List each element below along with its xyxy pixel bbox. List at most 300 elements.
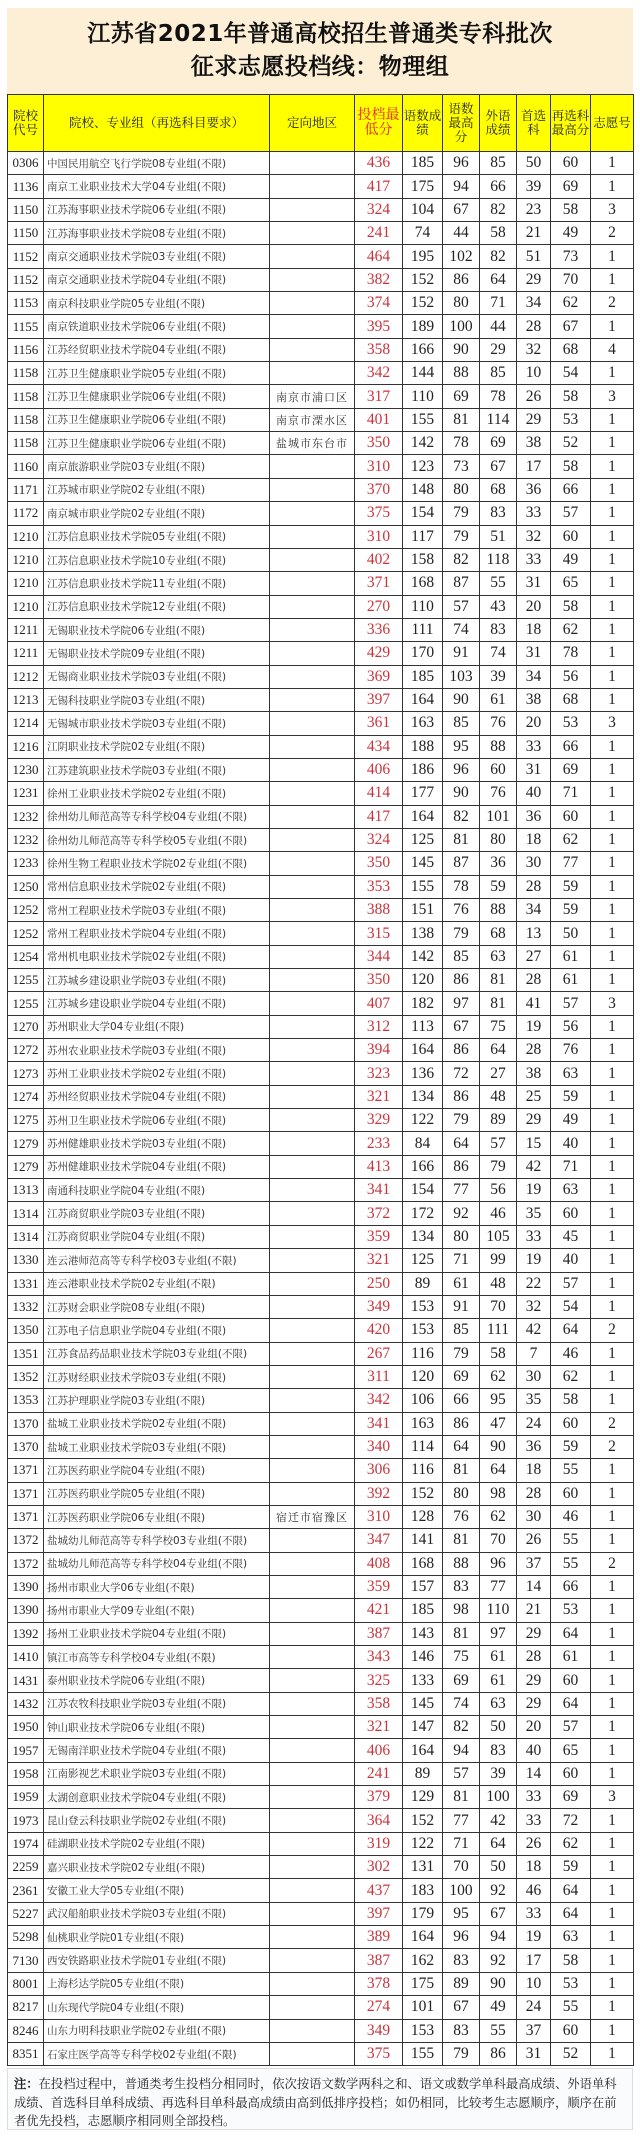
table-row xyxy=(8,1599,634,1622)
cm-max: 76 xyxy=(443,1505,480,1528)
table-row xyxy=(8,1575,634,1598)
school-group-name: 江苏医药职业学院06专业组(不限) xyxy=(44,1505,270,1528)
school-group-name: 江苏海事职业技术学院08专业组(不限) xyxy=(44,222,270,245)
cm-max: 79 xyxy=(443,502,480,525)
cm-max: 90 xyxy=(443,338,480,361)
second-max: 60 xyxy=(551,2019,591,2042)
wish-no: 1 xyxy=(591,1669,634,1692)
school-code: 1158 xyxy=(8,432,44,455)
school-code: 1331 xyxy=(8,1272,44,1295)
school-code: 1255 xyxy=(8,969,44,992)
second-max: 64 xyxy=(551,1622,591,1645)
cm-max: 85 xyxy=(443,1319,480,1342)
min-score: 315 xyxy=(355,922,403,945)
fl-score: 55 xyxy=(480,2019,517,2042)
second-max: 71 xyxy=(551,782,591,805)
first-subject: 20 xyxy=(517,1716,551,1739)
fl-score: 97 xyxy=(480,1622,517,1645)
school-code: 1158 xyxy=(8,408,44,431)
table-body xyxy=(8,152,634,2066)
school-group-name: 江阴职业技术学院02专业组(不限) xyxy=(44,735,270,758)
wish-no: 1 xyxy=(591,1716,634,1739)
min-score: 321 xyxy=(355,1716,403,1739)
cm-max: 80 xyxy=(443,1482,480,1505)
school-group-name: 江苏城乡建设职业学院03专业组(不限) xyxy=(44,969,270,992)
cm-max: 57 xyxy=(443,595,480,618)
cm-score: 134 xyxy=(403,1225,443,1248)
second-max: 52 xyxy=(551,2042,591,2065)
fl-score: 59 xyxy=(480,875,517,898)
min-score: 311 xyxy=(355,1365,403,1388)
table-row xyxy=(8,455,634,478)
region xyxy=(270,1716,355,1739)
cm-max: 66 xyxy=(443,1389,480,1412)
header-wish-no: 志愿号 xyxy=(591,95,634,152)
min-score: 359 xyxy=(355,1225,403,1248)
cm-score: 186 xyxy=(403,758,443,781)
school-group-name: 江苏经贸职业技术学院04专业组(不限) xyxy=(44,338,270,361)
second-max: 59 xyxy=(551,1435,591,1458)
fl-score: 89 xyxy=(480,1109,517,1132)
cm-score: 164 xyxy=(403,805,443,828)
second-max: 65 xyxy=(551,1739,591,1762)
wish-no: 1 xyxy=(591,922,634,945)
cm-score: 134 xyxy=(403,1085,443,1108)
min-score: 241 xyxy=(355,222,403,245)
table-row xyxy=(8,1856,634,1879)
min-score: 392 xyxy=(355,1482,403,1505)
cm-score: 144 xyxy=(403,362,443,385)
cm-score: 145 xyxy=(403,852,443,875)
footnote-label: 注： xyxy=(14,2077,39,2092)
min-score: 369 xyxy=(355,665,403,688)
cm-score: 146 xyxy=(403,1646,443,1669)
first-subject: 32 xyxy=(517,525,551,548)
region xyxy=(270,1225,355,1248)
region xyxy=(270,455,355,478)
wish-no: 1 xyxy=(591,595,634,618)
cm-score: 122 xyxy=(403,1109,443,1132)
fl-score: 105 xyxy=(480,1225,517,1248)
second-max: 65 xyxy=(551,572,591,595)
cm-max: 67 xyxy=(443,198,480,221)
first-subject: 33 xyxy=(517,502,551,525)
school-code: 1431 xyxy=(8,1669,44,1692)
school-code: 1152 xyxy=(8,245,44,268)
min-score: 329 xyxy=(355,1109,403,1132)
school-code: 1254 xyxy=(8,945,44,968)
cm-score: 84 xyxy=(403,1132,443,1155)
school-group-name: 嘉兴职业技术学院02专业组(不限) xyxy=(44,1856,270,1879)
min-score: 325 xyxy=(355,1669,403,1692)
second-max: 53 xyxy=(551,1599,591,1622)
min-score: 321 xyxy=(355,1085,403,1108)
wish-no: 1 xyxy=(591,152,634,175)
region xyxy=(270,478,355,501)
wish-no: 1 xyxy=(591,175,634,198)
cm-score: 104 xyxy=(403,198,443,221)
cm-score: 125 xyxy=(403,1249,443,1272)
second-max: 62 xyxy=(551,1832,591,1855)
school-group-name: 苏州健雄职业技术学院03专业组(不限) xyxy=(44,1132,270,1155)
school-group-name: 江苏农牧科技职业学院03专业组(不限) xyxy=(44,1692,270,1715)
wish-no: 1 xyxy=(591,1809,634,1832)
first-subject: 26 xyxy=(517,385,551,408)
second-max: 61 xyxy=(551,1646,591,1669)
cm-score: 185 xyxy=(403,665,443,688)
wish-no: 1 xyxy=(591,1902,634,1925)
school-code: 1350 xyxy=(8,1319,44,1342)
second-max: 58 xyxy=(551,1389,591,1412)
table-row xyxy=(8,1272,634,1295)
cm-score: 164 xyxy=(403,1039,443,1062)
second-max: 60 xyxy=(551,1412,591,1435)
first-subject: 28 xyxy=(517,315,551,338)
school-group-name: 苏州职业大学04专业组(不限) xyxy=(44,1015,270,1038)
table-row xyxy=(8,315,634,338)
min-score: 310 xyxy=(355,525,403,548)
wish-no: 1 xyxy=(591,1085,634,1108)
first-subject: 26 xyxy=(517,1832,551,1855)
table-row xyxy=(8,1949,634,1972)
fl-score: 39 xyxy=(480,665,517,688)
fl-score: 81 xyxy=(480,969,517,992)
school-code: 1156 xyxy=(8,338,44,361)
table-row xyxy=(8,1179,634,1202)
table-row xyxy=(8,1319,634,1342)
first-subject: 37 xyxy=(517,1552,551,1575)
table-row xyxy=(8,782,634,805)
school-group-name: 常州信息职业技术学院02专业组(不限) xyxy=(44,875,270,898)
cm-max: 90 xyxy=(443,782,480,805)
min-score: 342 xyxy=(355,362,403,385)
school-group-name: 江苏财经职业技术学院03专业组(不限) xyxy=(44,1365,270,1388)
table-row xyxy=(8,945,634,968)
wish-no: 3 xyxy=(591,712,634,735)
table-row xyxy=(8,2019,634,2042)
fl-score: 82 xyxy=(480,245,517,268)
cm-max: 67 xyxy=(443,1015,480,1038)
cm-max: 96 xyxy=(443,152,480,175)
cm-max: 79 xyxy=(443,1109,480,1132)
school-code: 1314 xyxy=(8,1225,44,1248)
second-max: 57 xyxy=(551,992,591,1015)
second-max: 61 xyxy=(551,945,591,968)
first-subject: 28 xyxy=(517,1039,551,1062)
min-score: 387 xyxy=(355,1622,403,1645)
cm-max: 82 xyxy=(443,805,480,828)
school-group-name: 石家庄医学高等专科学校02专业组(不限) xyxy=(44,2042,270,2065)
cm-score: 152 xyxy=(403,292,443,315)
school-code: 1330 xyxy=(8,1249,44,1272)
first-subject: 24 xyxy=(517,1412,551,1435)
fl-score: 69 xyxy=(480,432,517,455)
region xyxy=(270,2019,355,2042)
school-code: 1371 xyxy=(8,1505,44,1528)
region xyxy=(270,1786,355,1809)
region xyxy=(270,1926,355,1949)
school-code: 1153 xyxy=(8,292,44,315)
fl-score: 80 xyxy=(480,828,517,851)
school-group-name: 南京城市职业学院02专业组(不限) xyxy=(44,502,270,525)
cm-max: 73 xyxy=(443,455,480,478)
table-row xyxy=(8,1225,634,1248)
header-code: 院校代号 xyxy=(8,95,44,152)
second-max: 67 xyxy=(551,315,591,338)
cm-score: 195 xyxy=(403,245,443,268)
school-code: 2259 xyxy=(8,1856,44,1879)
wish-no: 1 xyxy=(591,1202,634,1225)
second-max: 60 xyxy=(551,805,591,828)
school-group-name: 南京科技职业学院05专业组(不限) xyxy=(44,292,270,315)
school-code: 1370 xyxy=(8,1412,44,1435)
cm-max: 89 xyxy=(443,1972,480,1995)
fl-score: 64 xyxy=(480,268,517,291)
cm-max: 80 xyxy=(443,292,480,315)
table-row xyxy=(8,1459,634,1482)
cm-max: 81 xyxy=(443,1622,480,1645)
school-group-name: 山东力明科技职业学院02专业组(不限) xyxy=(44,2019,270,2042)
wish-no: 1 xyxy=(591,969,634,992)
fl-score: 90 xyxy=(480,1435,517,1458)
cm-max: 96 xyxy=(443,1926,480,1949)
fl-score: 39 xyxy=(480,1762,517,1785)
header-second-max: 再选科最高分 xyxy=(551,95,591,152)
cm-max: 86 xyxy=(443,1085,480,1108)
cm-max: 74 xyxy=(443,618,480,641)
cm-score: 120 xyxy=(403,969,443,992)
first-subject: 14 xyxy=(517,1762,551,1785)
wish-no: 2 xyxy=(591,1319,634,1342)
region xyxy=(270,1669,355,1692)
first-subject: 29 xyxy=(517,1109,551,1132)
school-group-name: 南京旅游职业学院03专业组(不限) xyxy=(44,455,270,478)
first-subject: 33 xyxy=(517,548,551,571)
table-row xyxy=(8,1669,634,1692)
cm-max: 71 xyxy=(443,1832,480,1855)
fl-score: 44 xyxy=(480,315,517,338)
school-group-name: 盐城工业职业技术学院03专业组(不限) xyxy=(44,1435,270,1458)
table-row xyxy=(8,688,634,711)
wish-no: 2 xyxy=(591,1435,634,1458)
wish-no: 1 xyxy=(591,1039,634,1062)
first-subject: 36 xyxy=(517,1435,551,1458)
table-row xyxy=(8,1996,634,2019)
second-max: 59 xyxy=(551,899,591,922)
school-code: 1313 xyxy=(8,1179,44,1202)
first-subject: 19 xyxy=(517,1179,551,1202)
region xyxy=(270,572,355,595)
fl-score: 92 xyxy=(480,1879,517,1902)
min-score: 375 xyxy=(355,2042,403,2065)
cm-max: 90 xyxy=(443,688,480,711)
second-max: 69 xyxy=(551,758,591,781)
second-max: 70 xyxy=(551,268,591,291)
cm-score: 155 xyxy=(403,408,443,431)
region xyxy=(270,1015,355,1038)
school-group-name: 江苏医药职业学院05专业组(不限) xyxy=(44,1482,270,1505)
school-group-name: 扬州市职业大学09专业组(不限) xyxy=(44,1599,270,1622)
fl-score: 74 xyxy=(480,642,517,665)
wish-no: 1 xyxy=(591,1879,634,1902)
first-subject: 24 xyxy=(517,1996,551,2019)
cm-score: 157 xyxy=(403,1575,443,1598)
page-title: 江苏省2021年普通高校招生普通类专科批次 xyxy=(87,21,553,47)
min-score: 417 xyxy=(355,175,403,198)
cm-score: 166 xyxy=(403,338,443,361)
cm-score: 154 xyxy=(403,502,443,525)
wish-no: 3 xyxy=(591,992,634,1015)
wish-no: 1 xyxy=(591,805,634,828)
second-max: 73 xyxy=(551,245,591,268)
fl-score: 101 xyxy=(480,805,517,828)
school-group-name: 江苏商贸职业学院03专业组(不限) xyxy=(44,1202,270,1225)
fl-score: 70 xyxy=(480,1529,517,1552)
fl-score: 67 xyxy=(480,1902,517,1925)
region: 南京市溧水区 xyxy=(270,408,355,431)
fl-score: 63 xyxy=(480,945,517,968)
cm-max: 72 xyxy=(443,1062,480,1085)
wish-no: 1 xyxy=(591,945,634,968)
school-code: 1252 xyxy=(8,899,44,922)
table-row xyxy=(8,1342,634,1365)
second-max: 55 xyxy=(551,1459,591,1482)
region xyxy=(270,1552,355,1575)
second-max: 60 xyxy=(551,1762,591,1785)
cm-score: 163 xyxy=(403,712,443,735)
min-score: 406 xyxy=(355,1739,403,1762)
table-row xyxy=(8,1505,634,1528)
fl-score: 83 xyxy=(480,502,517,525)
table-row xyxy=(8,525,634,548)
school-code: 8001 xyxy=(8,1972,44,1995)
school-group-name: 无锡城市职业技术学院03专业组(不限) xyxy=(44,712,270,735)
cm-score: 128 xyxy=(403,1505,443,1528)
table-row xyxy=(8,852,634,875)
wish-no: 1 xyxy=(591,642,634,665)
table-row xyxy=(8,362,634,385)
min-score: 267 xyxy=(355,1342,403,1365)
region xyxy=(270,642,355,665)
fl-score: 88 xyxy=(480,735,517,758)
min-score: 437 xyxy=(355,1879,403,1902)
min-score: 371 xyxy=(355,572,403,595)
school-code: 1351 xyxy=(8,1342,44,1365)
second-max: 64 xyxy=(551,1879,591,1902)
school-group-name: 仙桃职业学院01专业组(不限) xyxy=(44,1926,270,1949)
school-code: 1390 xyxy=(8,1575,44,1598)
second-max: 66 xyxy=(551,478,591,501)
cm-max: 76 xyxy=(443,899,480,922)
region xyxy=(270,1412,355,1435)
second-max: 76 xyxy=(551,1039,591,1062)
wish-no: 4 xyxy=(591,338,634,361)
fl-score: 49 xyxy=(480,1996,517,2019)
first-subject: 33 xyxy=(517,1225,551,1248)
fl-score: 90 xyxy=(480,1972,517,1995)
cm-score: 145 xyxy=(403,1692,443,1715)
wish-no: 1 xyxy=(591,268,634,291)
fl-score: 83 xyxy=(480,1739,517,1762)
school-code: 1150 xyxy=(8,222,44,245)
region xyxy=(270,292,355,315)
cm-score: 143 xyxy=(403,1622,443,1645)
first-subject: 35 xyxy=(517,1389,551,1412)
cm-max: 75 xyxy=(443,1646,480,1669)
school-group-name: 江苏建筑职业技术学院03专业组(不限) xyxy=(44,758,270,781)
cm-score: 155 xyxy=(403,875,443,898)
first-subject: 33 xyxy=(517,1809,551,1832)
school-group-name: 扬州市职业大学06专业组(不限) xyxy=(44,1575,270,1598)
second-max: 54 xyxy=(551,1295,591,1318)
cm-score: 189 xyxy=(403,315,443,338)
cm-max: 102 xyxy=(443,245,480,268)
cm-score: 175 xyxy=(403,175,443,198)
first-subject: 35 xyxy=(517,1202,551,1225)
region xyxy=(270,548,355,571)
table-row xyxy=(8,175,634,198)
school-code: 1252 xyxy=(8,922,44,945)
first-subject: 36 xyxy=(517,805,551,828)
fl-score: 83 xyxy=(480,618,517,641)
fl-score: 76 xyxy=(480,712,517,735)
wish-no: 1 xyxy=(591,852,634,875)
wish-no: 1 xyxy=(591,502,634,525)
first-subject: 32 xyxy=(517,1295,551,1318)
school-group-name: 江苏护理职业学院03专业组(不限) xyxy=(44,1389,270,1412)
wish-no: 1 xyxy=(591,1529,634,1552)
school-code: 1255 xyxy=(8,992,44,1015)
cm-max: 77 xyxy=(443,1809,480,1832)
second-max: 62 xyxy=(551,1365,591,1388)
second-max: 58 xyxy=(551,385,591,408)
school-group-name: 江苏信息职业技术学院05专业组(不限) xyxy=(44,525,270,548)
school-code: 1230 xyxy=(8,758,44,781)
first-subject: 28 xyxy=(517,1482,551,1505)
cm-max: 87 xyxy=(443,572,480,595)
cm-score: 152 xyxy=(403,268,443,291)
wish-no: 1 xyxy=(591,1225,634,1248)
wish-no: 1 xyxy=(591,1739,634,1762)
first-subject: 40 xyxy=(517,1739,551,1762)
admission-score-sheet xyxy=(7,8,633,2130)
school-code: 1150 xyxy=(8,198,44,221)
cm-score: 185 xyxy=(403,1599,443,1622)
table-row xyxy=(8,1622,634,1645)
cm-max: 92 xyxy=(443,1202,480,1225)
school-group-name: 南京交通职业技术学院03专业组(不限) xyxy=(44,245,270,268)
min-score: 324 xyxy=(355,828,403,851)
first-subject: 33 xyxy=(517,735,551,758)
school-code: 1172 xyxy=(8,502,44,525)
first-subject: 14 xyxy=(517,1575,551,1598)
table-row xyxy=(8,992,634,1015)
table-row xyxy=(8,1482,634,1505)
school-group-name: 连云港师范高等专科学校03专业组(不限) xyxy=(44,1249,270,1272)
cm-score: 179 xyxy=(403,1902,443,1925)
second-max: 55 xyxy=(551,1529,591,1552)
cm-score: 125 xyxy=(403,828,443,851)
first-subject: 26 xyxy=(517,1529,551,1552)
first-subject: 34 xyxy=(517,292,551,315)
region xyxy=(270,852,355,875)
min-score: 343 xyxy=(355,1646,403,1669)
school-group-name: 硅湖职业技术学院02专业组(不限) xyxy=(44,1832,270,1855)
wish-no: 1 xyxy=(591,548,634,571)
cm-score: 154 xyxy=(403,1179,443,1202)
wish-no: 1 xyxy=(591,1832,634,1855)
cm-score: 170 xyxy=(403,642,443,665)
